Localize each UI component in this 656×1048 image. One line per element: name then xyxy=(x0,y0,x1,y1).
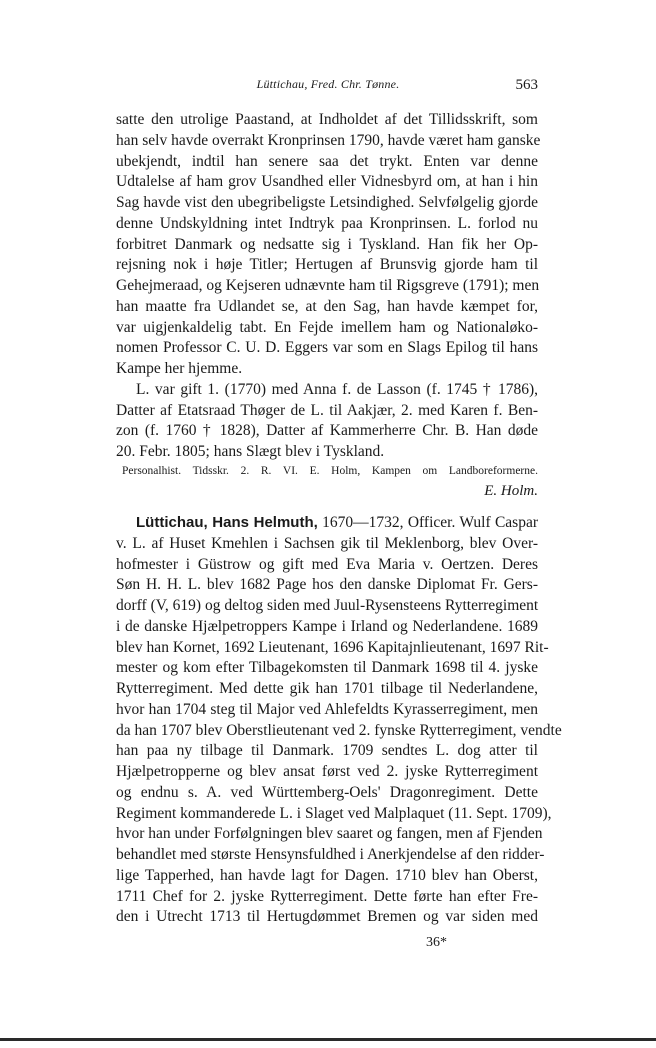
text-line: han selv havde overrakt Kronprinsen 1790, havde været ham ganske xyxy=(116,131,541,149)
text-line: Gehejmeraad, og Kejseren udnævnte ham til Rigsgreve (1791); men xyxy=(116,277,540,294)
text-line: Udtalelse af ham grov Usandhed eller Vidnesbyrd om, at han i hin xyxy=(116,173,538,191)
text-line: 1711 Chef for 2. jyske Rytterregiment. Dette førte han efter Fre- xyxy=(116,887,538,905)
text-line: ubekjendt, indtil han senere saa det trykt. Enten var denne xyxy=(116,152,538,170)
text-line: nomen Professor C. U. D. Eggers var som en Slags Epilog til hans xyxy=(116,339,538,357)
entry-lutichau-fred-continued xyxy=(116,110,541,502)
text-line: var uigjenkaldelig tabt. En Fejde imellem ham og Nationaløko- xyxy=(116,318,538,336)
text-line: zon (f. 1760 † 1828), Datter af Kammerherre Chr. B. Han døde xyxy=(116,422,538,440)
text-line: Regiment kommanderede L. i Slaget ved Malplaquet (11. Sept. 1709), xyxy=(116,804,552,822)
text-line: denne Undskyldning intet Indtryk paa Kronprinsen. L. forlod nu xyxy=(116,214,538,232)
author-signature: E. Holm. xyxy=(484,482,538,499)
text-line: han paa ny tilbage til Danmark. 1709 sendtes L. dog atter til xyxy=(116,742,538,760)
page-number: 563 xyxy=(515,77,538,93)
text-line: Datter af Etatsraad Thøger de L. til Aakjær, 2. med Karen f. Ben- xyxy=(116,401,538,419)
text-line: v. L. af Huset Kmehlen i Sachsen gik til Meklenborg, blev Over- xyxy=(116,534,538,552)
text-line: i de danske Hjælpetroppers Kampe i Irland og Nederlandene. 1689 xyxy=(116,617,538,635)
text-line: blev han Kornet, 1692 Lieutenant, 1696 Kapitajnlieutenant, 1697 Rit- xyxy=(116,638,549,656)
text-line: Rytterregiment. Med dette gik han 1701 tilbage til Nederlandene, xyxy=(116,680,538,697)
text-line: hvor han under Forfølgningen blev saaret og fangen, men af Fjenden xyxy=(116,825,543,843)
text-line: den i Utrecht 1713 til Hertugdømmet Bremen og var siden med xyxy=(116,908,538,926)
text-line: Sag havde vist den ubegribeligste Letsindighed. Selvfølgelig gjorde xyxy=(116,194,538,211)
text-line: og endnu s. A. ved Württemberg-Oels' Dragonregiment. Dette xyxy=(116,783,538,801)
text-line: han maatte fra Udlandet se, at den Sag, han havde kæmpet for, xyxy=(116,297,538,315)
text-line: 20. Febr. 1805; hans Slægt blev i Tyskland. xyxy=(116,443,385,460)
text-line: da han 1707 blev Oberstlieutenant ved 2. fynske Rytterregiment, vendte xyxy=(116,721,562,739)
running-title: Lüttichau, Fred. Chr. Tønne. xyxy=(256,77,400,91)
text-line: L. var gift 1. (1770) med Anna f. de Lasson (f. 1745 † 1786), xyxy=(136,380,538,398)
text-line: mester og kom efter Tilbagekomsten til Danmark 1698 til 4. jyske xyxy=(116,659,538,677)
text-line: rejsning nok i høje Titler; Hertugen af Brunsvig gjorde ham til xyxy=(116,256,538,274)
scan-edge-rule xyxy=(0,1038,656,1041)
text-line: satte den utrolige Paastand, at Indholdet af det Tillidsskrift, som xyxy=(116,111,538,128)
text-line: hofmester i Güstrow og gift med Eva Maria v. Oertzen. Deres xyxy=(116,555,538,573)
text-line: Kampe her hjemme. xyxy=(116,360,243,377)
text-line: forbitret Danmark og nedsatte sig i Tyskland. Han fik her Op- xyxy=(116,235,538,253)
headword: Lüttichau, Hans Helmuth, xyxy=(136,514,318,531)
text-line: behandlet med største Hensynsfuldhed i Anerkjendelse af den ridder- xyxy=(116,846,545,863)
text-line: Søn H. H. L. blev 1682 Page hos den danske Diplomat Fr. Gers- xyxy=(116,576,538,594)
text-line: hvor han 1704 steg til Major ved Ahlefeldts Kyrasserregiment, men xyxy=(116,700,538,718)
text-line: lige Tapperhed, han havde lagt for Dagen. 1710 blev han Oberst, xyxy=(116,866,538,884)
text-line: Hjælpetropperne og blev ansat først ved 2. jyske Rytterregiment xyxy=(116,763,538,780)
entry-first-line xyxy=(116,513,538,534)
text-line: dorff (V, 619) og deltog siden med Juul-Rysensteens Rytterregiment xyxy=(116,597,539,614)
sources-line: Personalhist. Tidsskr. 2. R. VI. E. Holm, Kampen om Landboreformerne. xyxy=(122,464,538,477)
signature-mark: 36* xyxy=(426,935,447,950)
entry-first-line-text: 1670—1732, Officer. Wulf Caspar xyxy=(317,514,538,531)
entry-luttichau-hans-helmuth xyxy=(116,513,562,928)
